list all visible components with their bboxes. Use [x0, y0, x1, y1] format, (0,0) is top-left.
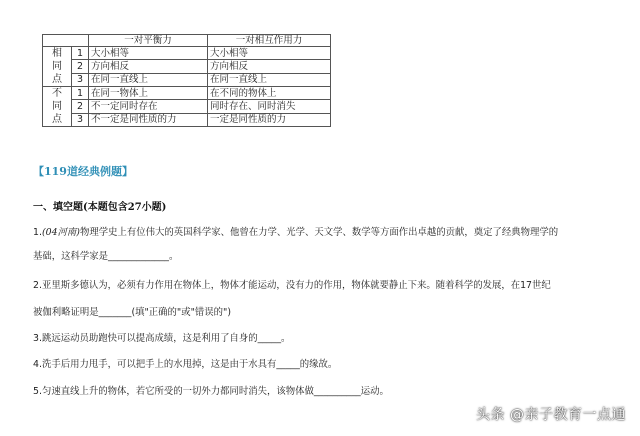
header-balanced-forces: 一对平衡力 — [89, 35, 208, 47]
header-interaction-forces: 一对相互作用力 — [208, 35, 331, 47]
question-3: 3.跳远运动员助跑快可以提高成绩，这是利用了自身的_____。 — [33, 333, 291, 344]
balanced-force-cell: 大小相等 — [89, 47, 208, 60]
row-number: 1 — [72, 87, 89, 100]
question-5: 5.匀速直线上升的物体，若它所受的一切外力都同时消失，该物体做__________运动。 — [33, 386, 389, 397]
toutiao-watermark: 头条 @亲子教育一点通 — [476, 407, 626, 423]
row-number: 1 — [72, 47, 89, 60]
interaction-force-cell: 一定是同性质的力 — [208, 113, 331, 126]
table-header-row — [43, 35, 331, 47]
interaction-force-cell: 同时存在、同时消失 — [208, 100, 331, 113]
interaction-force-cell: 在同一直线上 — [208, 73, 331, 86]
table-row — [43, 60, 331, 73]
fill-in-blank-heading: 一、填空题(本题包含27小题) — [33, 202, 167, 213]
table-row — [43, 87, 331, 100]
group-label-char: 点 — [52, 74, 62, 85]
question-number: 1. — [33, 227, 42, 238]
row-number: 2 — [72, 100, 89, 113]
group-label-char: 同 — [52, 101, 62, 112]
table-row — [43, 100, 331, 113]
row-number: 3 — [72, 113, 89, 126]
table-row — [43, 47, 331, 60]
balanced-force-cell: 方向相反 — [89, 60, 208, 73]
group-label-char: 不 — [52, 88, 62, 99]
balanced-force-cell: 不一定同时存在 — [89, 100, 208, 113]
interaction-force-cell: 大小相等 — [208, 47, 331, 60]
examples-section-title: 【119道经典例题】 — [33, 165, 133, 178]
balanced-force-cell: 在同一物体上 — [89, 87, 208, 100]
table-row — [43, 73, 331, 86]
row-number: 3 — [72, 73, 89, 86]
group-label-char: 相 — [52, 48, 62, 59]
question-1-line-1 — [33, 224, 558, 238]
group-label-char: 同 — [52, 61, 62, 72]
row-number: 2 — [72, 60, 89, 73]
force-comparison-table — [42, 34, 331, 127]
balanced-force-cell: 在同一直线上 — [89, 73, 208, 86]
question-text: 物理学史上有位伟大的英国科学家、他曾在力学、光学、天文学、数学等方面作出卓越的贡献，奠定了经典物理学的 — [79, 227, 559, 238]
interaction-force-cell: 方向相反 — [208, 60, 331, 73]
group-label-similarities — [43, 47, 72, 87]
question-4: 4.洗手后用力甩手，可以把手上的水甩掉，这是由于水具有_____的缘故。 — [33, 359, 338, 370]
question-2-line-1: 2.亚里斯多德认为，必须有力作用在物体上，物体才能运动，没有力的作用，物体就要静止下来。随着科学的发展，在17世纪 — [33, 280, 551, 291]
balanced-force-cell: 不一定是同性质的力 — [89, 113, 208, 126]
question-source: (04河南) — [41, 227, 80, 238]
interaction-force-cell: 在不同的物体上 — [208, 87, 331, 100]
question-1-line-2: 基础，这科学家是_____________。 — [33, 251, 179, 262]
table-row — [43, 113, 331, 126]
group-label-char: 点 — [52, 114, 62, 125]
question-2-line-2: 被伽利略证明是_______(填"正确的"或"错误的") — [33, 307, 232, 318]
header-blank-cell — [43, 35, 89, 47]
group-label-differences — [43, 87, 72, 127]
